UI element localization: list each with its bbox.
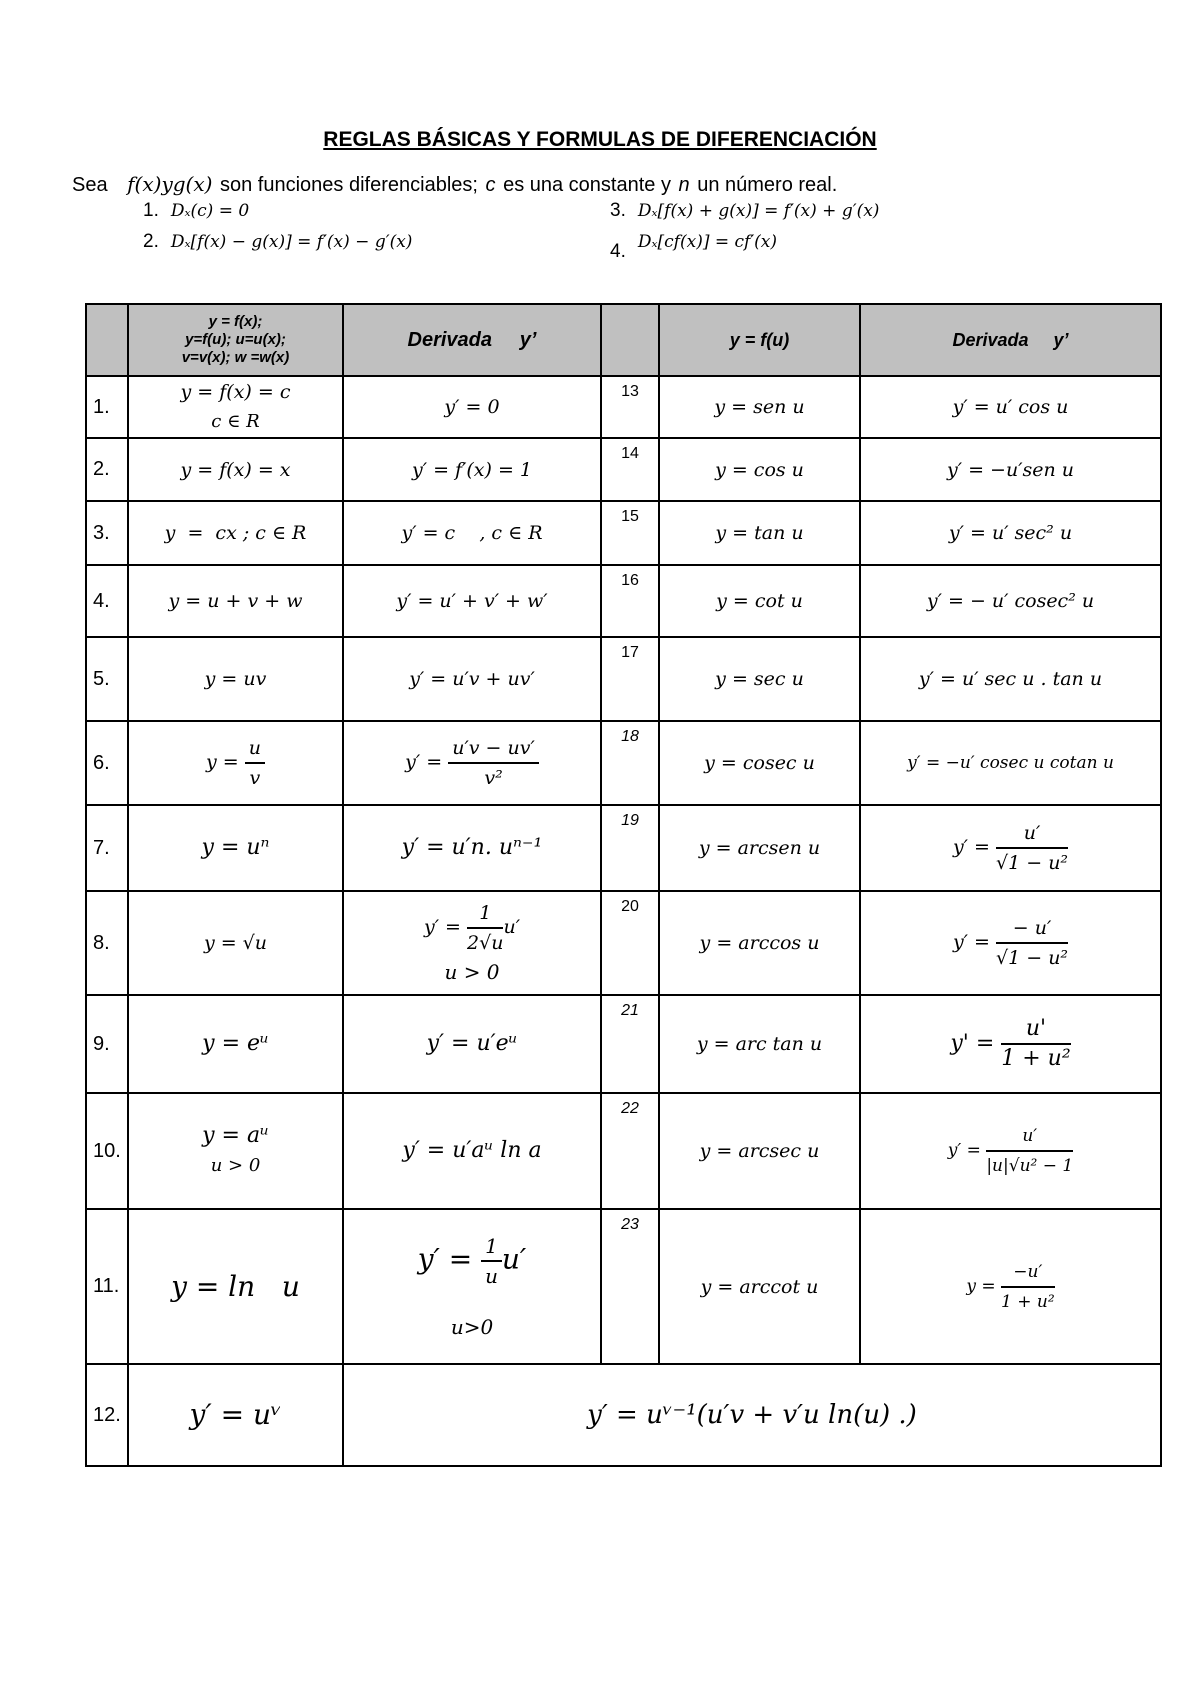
derivative-cell <box>343 721 601 805</box>
fraction <box>245 734 265 792</box>
header-blank-2 <box>601 304 659 376</box>
header-line-1: y = f(x); <box>208 313 263 330</box>
denominator: √1 − u² <box>996 852 1069 874</box>
derivative-cell: y′ = u′eᵘ <box>343 995 601 1093</box>
fraction <box>481 1232 502 1290</box>
fraction-lhs: y′ = <box>423 916 461 938</box>
numerator: u' <box>1001 1015 1070 1045</box>
header-line-3: v=v(x); w =w(x) <box>181 349 290 366</box>
numerator: − u′ <box>996 914 1068 944</box>
rule-number: 3. <box>610 200 626 221</box>
intro-text3: un número real. <box>697 174 838 196</box>
row-number: 6. <box>86 721 128 805</box>
intro-text2: es una constante y <box>503 174 671 196</box>
derivatives-table <box>85 303 1162 1467</box>
rule-3 <box>610 200 879 222</box>
composite-derivative-cell: y′ = − u′ cosec² u <box>860 565 1161 637</box>
fraction <box>986 1122 1073 1180</box>
denominator: u <box>485 1263 498 1288</box>
index-cell: 14 <box>601 438 659 501</box>
fraction-lhs: y = <box>206 751 239 773</box>
table-row <box>86 501 1161 565</box>
derivative-condition: u>0 <box>450 1314 494 1339</box>
numerator: 1 <box>467 899 503 929</box>
table-row <box>86 721 1161 805</box>
function-cell: y = u + v + w <box>128 565 343 637</box>
function-cell: y = √u <box>128 891 343 995</box>
composite-function-cell: y = cot u <box>659 565 860 637</box>
row-number: 12. <box>86 1364 128 1466</box>
composite-derivative-cell: y′ = u′ sec² u <box>860 501 1161 565</box>
fraction-lhs: y′ = <box>952 836 990 858</box>
composite-derivative-cell <box>860 995 1161 1093</box>
header-line-2: y=f(u); u=u(x); <box>185 331 286 348</box>
header-derivative-column: Derivada y’ <box>343 304 601 376</box>
index-cell: 21 <box>601 995 659 1093</box>
composite-derivative-cell <box>860 1209 1161 1364</box>
derivative-cell <box>343 891 601 995</box>
function-expression: y = f(x) = c <box>180 381 291 403</box>
general-derivative-cell: y′ = uᵛ⁻¹(u′v + v′u ln(u) .) <box>343 1364 1161 1466</box>
rule-2 <box>143 231 412 253</box>
fraction-lhs: y′ = <box>952 931 990 953</box>
table-header <box>86 304 1161 376</box>
index-cell: 19 <box>601 805 659 891</box>
function-cell: y = f(x) = x <box>128 438 343 501</box>
composite-function-cell: y = cos u <box>659 438 860 501</box>
derivative-condition: u > 0 <box>444 960 500 984</box>
rule-formula: Dₓ[f(x) + g(x)] = f′(x) + g′(x) <box>637 201 880 221</box>
fraction-lhs: y′ = <box>405 751 443 773</box>
row-number: 11. <box>86 1209 128 1364</box>
rule-formula: Dₓ(c) = 0 <box>170 201 250 221</box>
index-cell: 22 <box>601 1093 659 1209</box>
rule-4 <box>610 231 778 262</box>
header-fu-column: y = f(u) <box>659 304 860 376</box>
intro-c: c <box>485 174 496 196</box>
rule-number: 1. <box>143 200 159 221</box>
composite-function-cell: y = sec u <box>659 637 860 721</box>
row-number: 1. <box>86 376 128 438</box>
derivative-cell: y′ = u′n. uⁿ⁻¹ <box>343 805 601 891</box>
composite-function-cell: y = arcsen u <box>659 805 860 891</box>
fraction-lhs: y′ = <box>417 1242 473 1275</box>
denominator: √1 − u² <box>996 947 1069 969</box>
table-row <box>86 376 1161 438</box>
numerator: −u′ <box>1001 1258 1055 1288</box>
function-cell: y = ln u <box>128 1209 343 1364</box>
rule-formula: Dₓ[cf(x)] = cf′(x) <box>637 232 778 252</box>
composite-function-cell: y = tan u <box>659 501 860 565</box>
derivative-cell: y′ = 0 <box>343 376 601 438</box>
numerator: u′ <box>986 1122 1073 1152</box>
page-title: REGLAS BÁSICAS Y FORMULAS DE DIFERENCIACIÓN <box>323 128 877 151</box>
intro-line <box>72 172 837 197</box>
row-number: 7. <box>86 805 128 891</box>
composite-derivative-cell: y′ = −u′ cosec u cotan u <box>860 721 1161 805</box>
denominator: 1 + u² <box>1001 1046 1071 1071</box>
fraction <box>1001 1015 1070 1073</box>
denominator: |u|√u² − 1 <box>986 1156 1074 1176</box>
index-cell: 18 <box>601 721 659 805</box>
table-row <box>86 637 1161 721</box>
composite-function-cell: y = cosec u <box>659 721 860 805</box>
fraction <box>996 819 1068 877</box>
table-row <box>86 1093 1161 1209</box>
row-number: 10. <box>86 1093 128 1209</box>
composite-function-cell: y = arcsec u <box>659 1093 860 1209</box>
index-cell: 15 <box>601 501 659 565</box>
row-number: 5. <box>86 637 128 721</box>
fraction <box>467 899 503 957</box>
composite-function-cell: y = arccos u <box>659 891 860 995</box>
composite-derivative-cell: y′ = u′ sec u . tan u <box>860 637 1161 721</box>
numerator: 1 <box>481 1232 502 1262</box>
intro-text1: son funciones diferenciables; <box>220 174 478 196</box>
table-row <box>86 438 1161 501</box>
rule-1 <box>143 200 249 222</box>
index-cell: 16 <box>601 565 659 637</box>
function-cell <box>128 721 343 805</box>
table-row <box>86 805 1161 891</box>
composite-derivative-cell: y′ = u′ cos u <box>860 376 1161 438</box>
composite-derivative-cell: y′ = −u′sen u <box>860 438 1161 501</box>
function-cell: y = uⁿ <box>128 805 343 891</box>
derivative-cell: y′ = u′aᵘ ln a <box>343 1093 601 1209</box>
table-row <box>86 1209 1161 1364</box>
fraction <box>448 734 539 792</box>
header-derivative-column-2: Derivada y’ <box>860 304 1161 376</box>
fraction-lhs: y′ = <box>947 1140 981 1161</box>
index-cell: 23 <box>601 1209 659 1364</box>
composite-function-cell: y = sen u <box>659 376 860 438</box>
function-cell <box>128 1093 343 1209</box>
header-function-column <box>128 304 343 376</box>
intro-n: n <box>678 174 690 196</box>
composite-function-cell: y = arc tan u <box>659 995 860 1093</box>
denominator: 1 + u² <box>1001 1291 1055 1312</box>
rule-number: 2. <box>143 231 159 252</box>
fraction-tail: u′ <box>503 916 521 938</box>
function-cell <box>128 376 343 438</box>
row-number: 9. <box>86 995 128 1093</box>
table-row <box>86 1364 1161 1466</box>
function-condition: u > 0 <box>210 1155 261 1176</box>
row-number: 8. <box>86 891 128 995</box>
index-cell: 17 <box>601 637 659 721</box>
numerator: u <box>245 734 265 764</box>
derivative-cell: y′ = c , c ∈ R <box>343 501 601 565</box>
header-blank <box>86 304 128 376</box>
denominator: v² <box>484 767 503 789</box>
index-cell: 13 <box>601 376 659 438</box>
index-cell: 20 <box>601 891 659 995</box>
function-cell: y = eᵘ <box>128 995 343 1093</box>
rule-number: 4. <box>610 241 626 262</box>
function-cell: y = cx ; c ∈ R <box>128 501 343 565</box>
numerator: u′ <box>996 819 1068 849</box>
fraction <box>996 914 1068 972</box>
function-condition: c ∈ R <box>211 411 260 432</box>
row-number: 4. <box>86 565 128 637</box>
row-number: 2. <box>86 438 128 501</box>
composite-derivative-cell <box>860 805 1161 891</box>
table-row <box>86 891 1161 995</box>
row-number: 3. <box>86 501 128 565</box>
composite-derivative-cell <box>860 1093 1161 1209</box>
function-cell: y = uv <box>128 637 343 721</box>
intro-sea: Sea <box>72 174 108 196</box>
numerator: u′v − uv′ <box>448 734 539 764</box>
table-row <box>86 565 1161 637</box>
denominator: 2√u <box>467 932 504 954</box>
fraction-lhs: y = <box>966 1276 996 1296</box>
fraction <box>1001 1258 1055 1316</box>
derivative-cell: y′ = f′(x) = 1 <box>343 438 601 501</box>
intro-functions: f(x)yg(x) <box>127 172 213 196</box>
derivative-cell: y′ = u′ + v′ + w′ <box>343 565 601 637</box>
rule-formula: Dₓ[f(x) − g(x)] = f′(x) − g′(x) <box>170 232 413 252</box>
composite-derivative-cell <box>860 891 1161 995</box>
fraction-lhs: y' = <box>950 1031 995 1056</box>
function-expression: y = aᵘ <box>202 1123 269 1148</box>
table-row <box>86 995 1161 1093</box>
function-cell: y′ = uᵛ <box>128 1364 343 1466</box>
derivative-cell: y′ = u′v + uv′ <box>343 637 601 721</box>
denominator: v <box>249 767 261 789</box>
composite-function-cell: y = arccot u <box>659 1209 860 1364</box>
fraction-tail: u′ <box>501 1242 527 1275</box>
derivative-cell <box>343 1209 601 1364</box>
